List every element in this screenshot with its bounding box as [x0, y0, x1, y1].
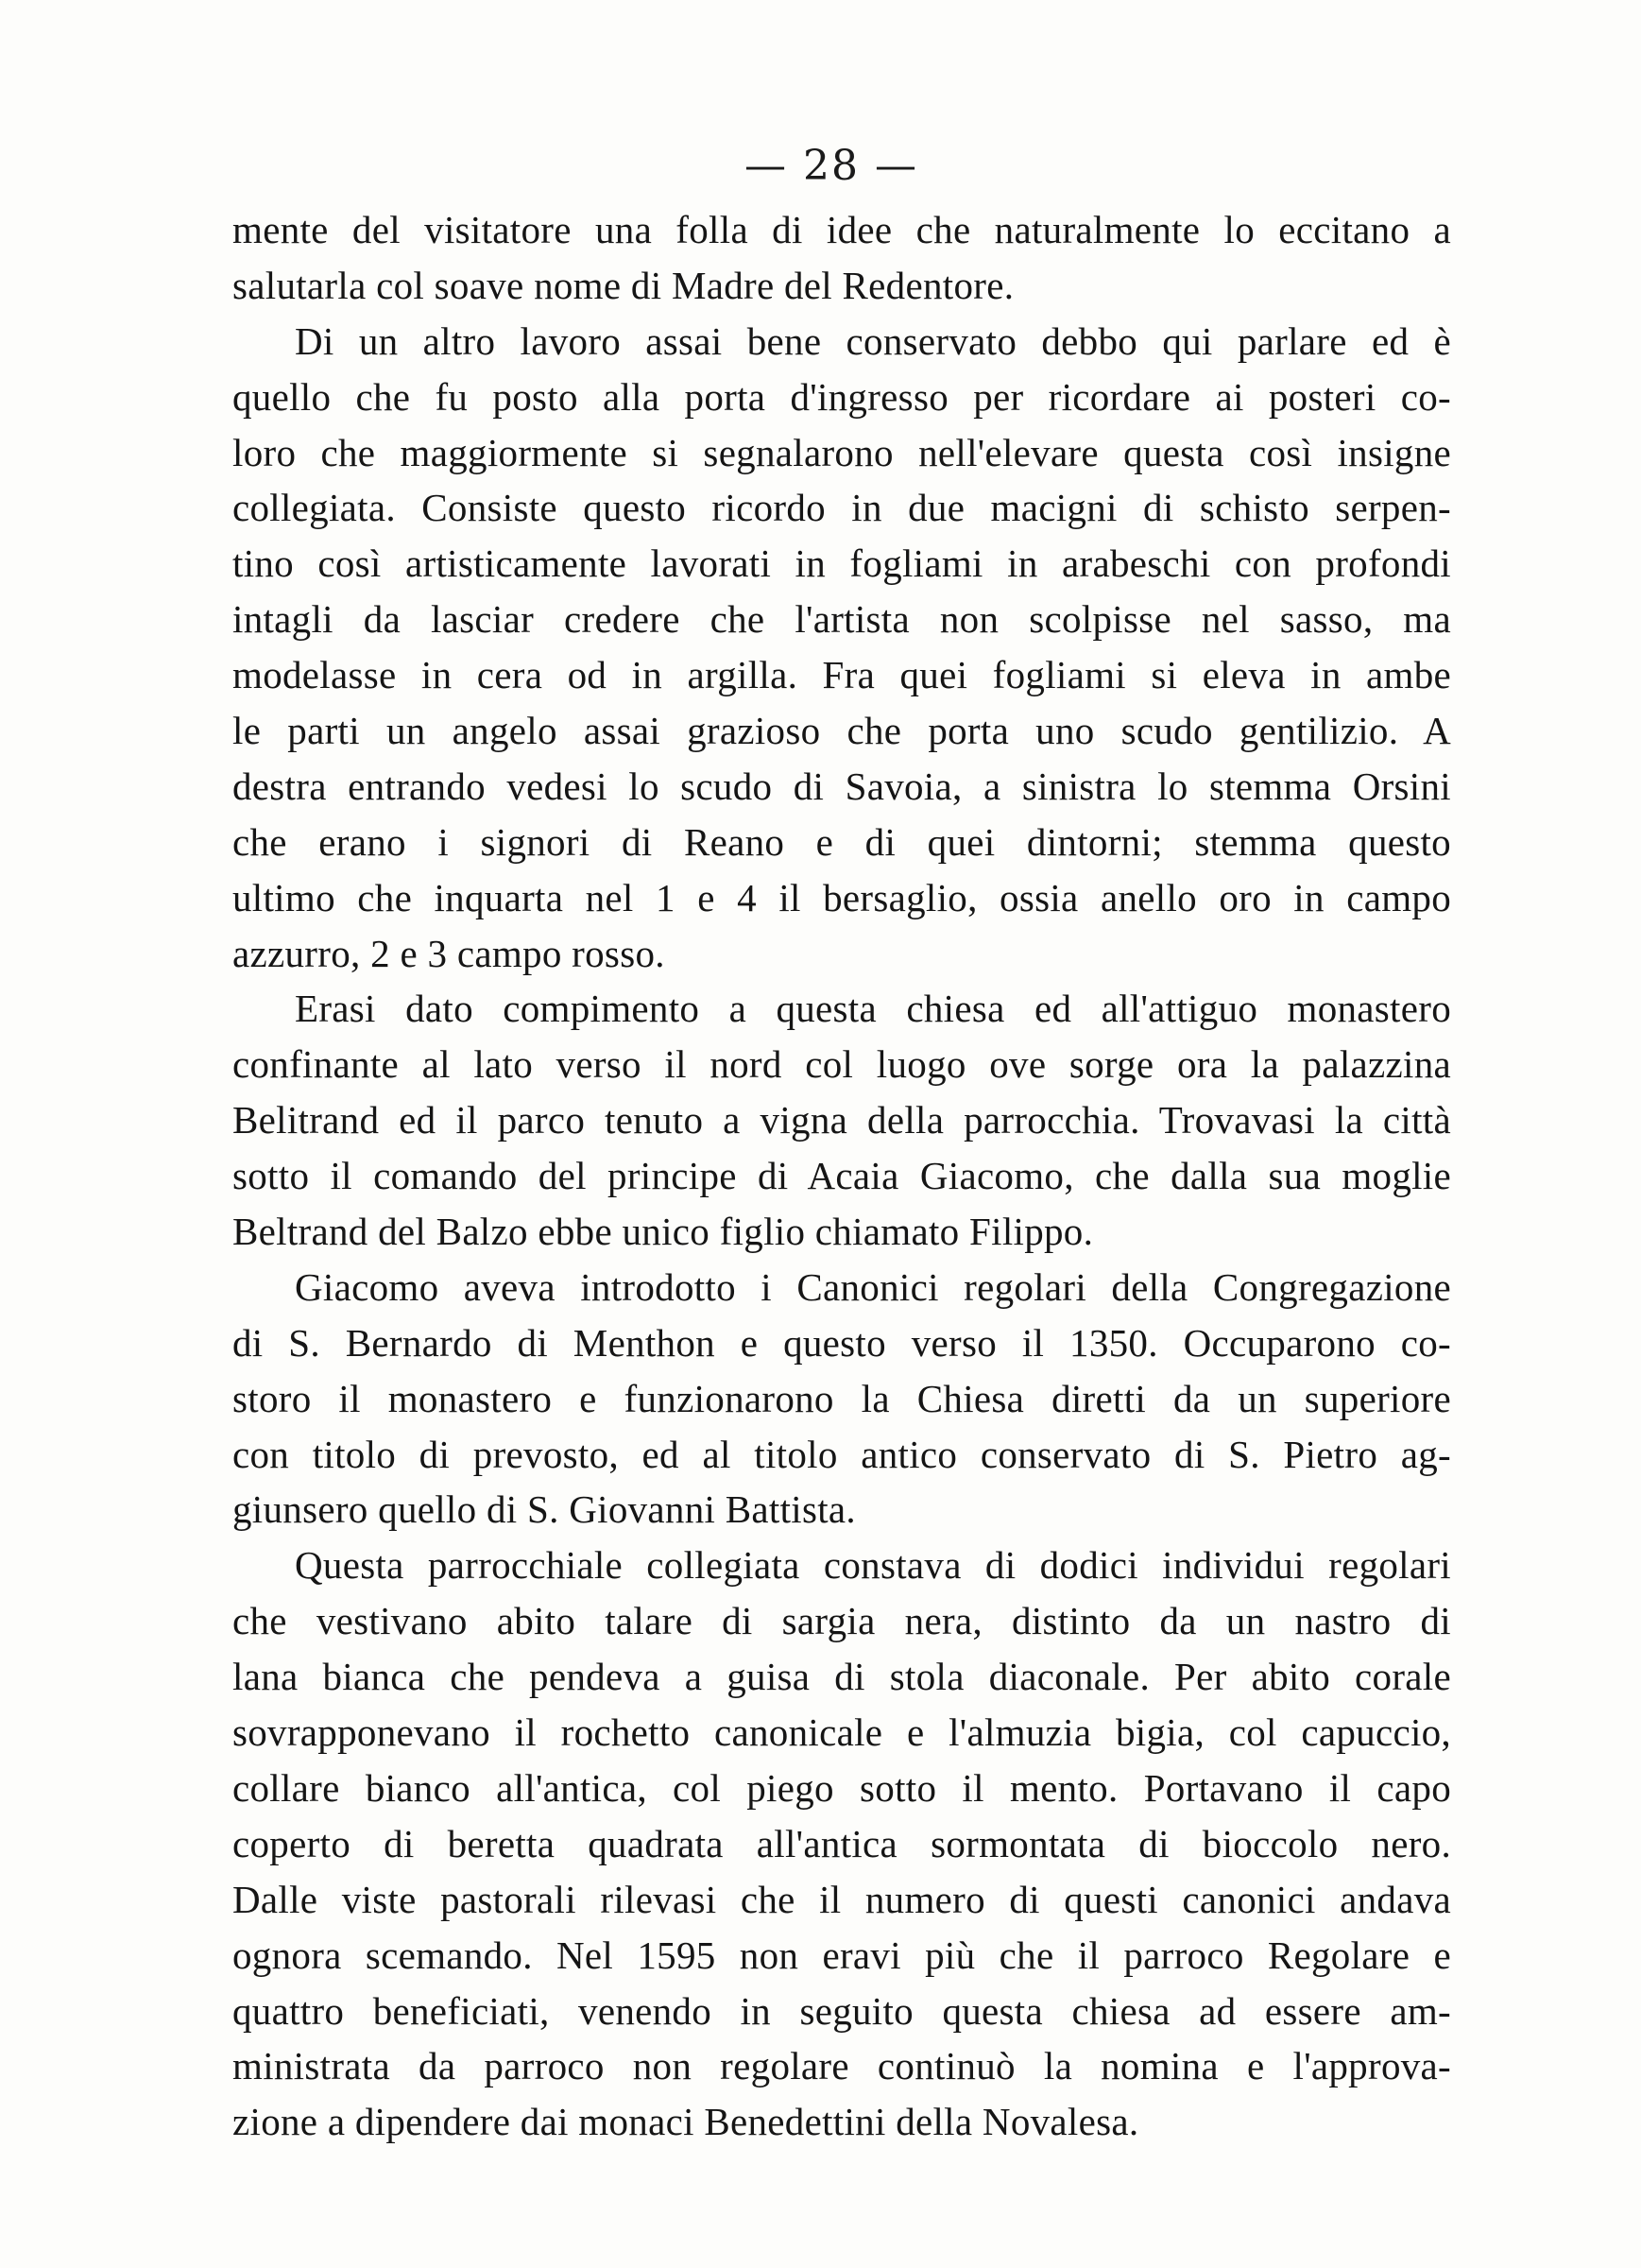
text-line: modelasse in cera od in argilla. Fra quei fogliami si eleva in ambe	[232, 653, 1451, 697]
text-line: che erano i signori di Reano e di quei dintorni; stemma questo	[232, 819, 1451, 864]
text-line: Di un altro lavoro assai bene conservato debbo qui parlare ed è	[295, 318, 1451, 363]
text-line: ultimo che inquarta nel 1 e 4 il bersaglio, ossia anello oro in campo	[232, 875, 1451, 919]
text-line: lana bianca che pendeva a guisa di stola diaconale. Per abito corale	[232, 1655, 1451, 1699]
text-line: di S. Bernardo di Menthon e questo verso il 1350. Occuparono co-	[232, 1320, 1451, 1365]
text-line: quattro beneficiati, venendo in seguito questa chiesa ad essere am-	[232, 1988, 1451, 2033]
text-line: ministrata da parroco non regolare continuò la nomina e l'approva-	[232, 2044, 1451, 2088]
text-line: intagli da lasciar credere che l'artista non scolpisse nel sasso, ma	[232, 597, 1451, 642]
text-line: ognora scemando. Nel 1595 non eravi più che il parroco Regolare e	[232, 1933, 1451, 1977]
text-line: Erasi dato compimento a questa chiesa ed all'attiguo monastero	[295, 987, 1451, 1031]
text-line: destra entrando vedesi lo scudo di Savoia, a sinistra lo stemma Orsini	[232, 764, 1451, 808]
text-line: collegiata. Consiste questo ricordo in due macigni di schisto serpen-	[232, 486, 1451, 530]
text-line: Dalle viste pastorali rilevasi che il numero di questi canonici andava	[232, 1877, 1451, 1921]
text-line: quello che fu posto alla porta d'ingresso per ricordare ai posteri co-	[232, 374, 1451, 419]
page-number: — 28 —	[744, 142, 918, 190]
text-line: che vestivano abito talare di sargia nera, distinto da un nastro di	[232, 1599, 1451, 1643]
text-line: loro che maggiormente si segnalarono nell'elevare questa così insigne	[232, 430, 1451, 474]
text-line: zione a dipendere dai monaci Benedettini della Novalesa.	[232, 2100, 1139, 2144]
text-line: collare bianco all'antica, col piego sotto il mento. Portavano il capo	[232, 1765, 1451, 1810]
text-line: storo il monastero e funzionarono la Chiesa diretti da un superiore	[232, 1376, 1451, 1420]
text-line: confinante al lato verso il nord col luogo ove sorge ora la palazzina	[232, 1042, 1451, 1087]
text-line: sovrapponevano il rochetto canonicale e l'almuzia bigia, col capuccio,	[232, 1710, 1451, 1755]
text-line: tino così artisticamente lavorati in fogliami in arabeschi con profondi	[232, 541, 1451, 586]
text-line: Giacomo aveva introdotto i Canonici regolari della Congregazione	[295, 1264, 1451, 1309]
text-line: azzurro, 2 e 3 campo rosso.	[232, 931, 665, 975]
body-text	[232, 202, 1451, 2150]
text-line: mente del visitatore una folla di idee che naturalmente lo eccitano a	[232, 208, 1451, 251]
text-line: coperto di beretta quadrata all'antica sormontata di bioccolo nero.	[232, 1821, 1451, 1865]
text-line: Questa parrocchiale collegiata constava di dodici individui regolari	[295, 1543, 1451, 1588]
text-line: le parti un angelo assai grazioso che porta uno scudo gentilizio. A	[232, 709, 1451, 753]
text-line: Beltrand del Balzo ebbe unico figlio chiamato Filippo.	[232, 1210, 1094, 1254]
text-line: con titolo di prevosto, ed al titolo antico conservato di S. Pietro ag-	[232, 1432, 1451, 1476]
text-line: giunsero quello di S. Giovanni Battista.	[232, 1487, 856, 1532]
text-line: Belitrand ed il parco tenuto a vigna della parrocchia. Trovavasi la città	[232, 1098, 1451, 1143]
text-line: sotto il comando del principe di Acaia Giacomo, che dalla sua moglie	[232, 1154, 1451, 1198]
text-line: salutarla col soave nome di Madre del Redentore.	[232, 263, 1015, 307]
